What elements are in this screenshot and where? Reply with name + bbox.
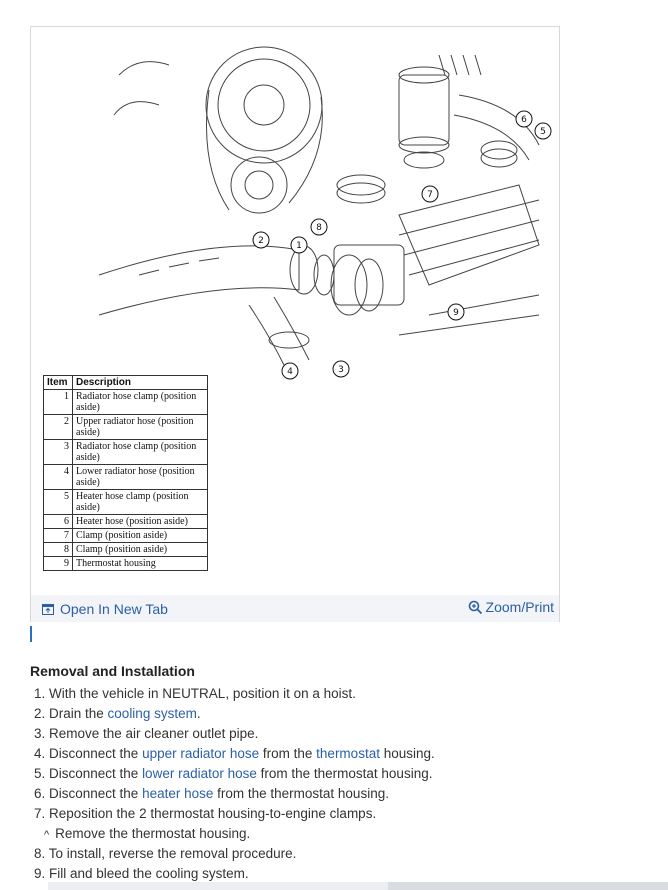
table-row (44, 440, 208, 465)
callout-1 (291, 237, 307, 253)
upper-radiator-hose-link[interactable]: upper radiator hose (142, 746, 260, 761)
step-9: 9. Fill and bleed the cooling system. (34, 866, 249, 881)
step-4: 4. Disconnect the upper radiator hose from the thermostat housing. (34, 746, 435, 761)
open-in-new-tab-label: Open In New Tab (60, 601, 168, 617)
engine-diagram (99, 35, 545, 380)
thermostat-link[interactable]: thermostat (316, 746, 380, 761)
item-number: 1 (44, 390, 73, 415)
callout-9 (448, 304, 464, 320)
svg-text:6: 6 (521, 115, 527, 125)
cooling-system-link[interactable]: cooling system (107, 706, 197, 721)
callout-2 (253, 232, 269, 248)
svg-text:3: 3 (338, 365, 344, 375)
step-7-substep: ^ Remove the thermostat housing. (44, 826, 251, 841)
item-number: 8 (44, 543, 73, 557)
step-7: 7. Reposition the 2 thermostat housing-to-engine clamps. (34, 806, 377, 821)
item-number: 3 (44, 440, 73, 465)
callout-6 (516, 111, 532, 127)
svg-text:8: 8 (316, 223, 322, 233)
callout-3 (333, 361, 349, 377)
callout-7 (422, 186, 438, 202)
new-tab-icon (42, 604, 54, 615)
step-6: 6. Disconnect the heater hose from the thermostat housing. (34, 786, 389, 801)
figure-footer (31, 595, 559, 622)
svg-text:9: 9 (453, 308, 459, 318)
legend-header-row (44, 376, 208, 390)
bottom-scroll-area (48, 882, 388, 890)
col-item-header: Item (44, 376, 73, 390)
svg-text:1: 1 (296, 241, 302, 251)
step-2: 2. Drain the cooling system. (34, 706, 201, 721)
callout-8 (311, 219, 327, 235)
item-description: Heater hose clamp (position aside) (73, 490, 208, 515)
step-1: 1. With the vehicle in NEUTRAL, position it on a hoist. (34, 686, 356, 701)
lower-radiator-hose-link[interactable]: lower radiator hose (142, 766, 257, 781)
table-row (44, 529, 208, 543)
table-row (44, 515, 208, 529)
zoom-print-link[interactable] (468, 599, 554, 615)
table-row (44, 415, 208, 440)
svg-text:7: 7 (427, 190, 433, 200)
table-row (44, 390, 208, 415)
item-description: Radiator hose clamp (position aside) (73, 440, 208, 465)
item-description: Clamp (position aside) (73, 529, 208, 543)
item-number: 5 (44, 490, 73, 515)
item-description: Lower radiator hose (position aside) (73, 465, 208, 490)
heater-hose-link[interactable]: heater hose (142, 786, 214, 801)
table-row (44, 557, 208, 571)
table-row (44, 490, 208, 515)
item-number: 7 (44, 529, 73, 543)
legend-table (43, 375, 208, 571)
open-in-new-tab-link[interactable] (42, 601, 168, 617)
callout-4 (282, 363, 298, 379)
item-description: Clamp (position aside) (73, 543, 208, 557)
item-description: Thermostat housing (73, 557, 208, 571)
item-description: Heater hose (position aside) (73, 515, 208, 529)
step-3: 3. Remove the air cleaner outlet pipe. (34, 726, 259, 741)
svg-text:4: 4 (287, 367, 293, 377)
text-cursor-marker (30, 626, 32, 642)
zoom-in-icon (468, 600, 483, 615)
callout-5 (535, 123, 551, 139)
item-description: Upper radiator hose (position aside) (73, 415, 208, 440)
col-description-header: Description (73, 376, 208, 390)
step-5: 5. Disconnect the lower radiator hose from the thermostat housing. (34, 766, 433, 781)
caret-up-icon: ^ (44, 829, 50, 841)
svg-text:5: 5 (540, 127, 546, 137)
item-description: Radiator hose clamp (position aside) (73, 390, 208, 415)
procedure-steps (30, 684, 650, 884)
item-number: 6 (44, 515, 73, 529)
item-number: 4 (44, 465, 73, 490)
engine-line-drawing (99, 35, 545, 380)
bottom-scroll-area-right (388, 882, 668, 890)
step-8: 8. To install, reverse the removal procedure. (34, 846, 297, 861)
zoom-print-label: Zoom/Print (485, 599, 554, 615)
removal-installation-section (30, 663, 650, 884)
table-row (44, 465, 208, 490)
figure-card (30, 26, 560, 622)
table-row (44, 543, 208, 557)
section-title: Removal and Installation (30, 663, 195, 679)
item-number: 9 (44, 557, 73, 571)
svg-text:2: 2 (258, 236, 264, 246)
item-number: 2 (44, 415, 73, 440)
